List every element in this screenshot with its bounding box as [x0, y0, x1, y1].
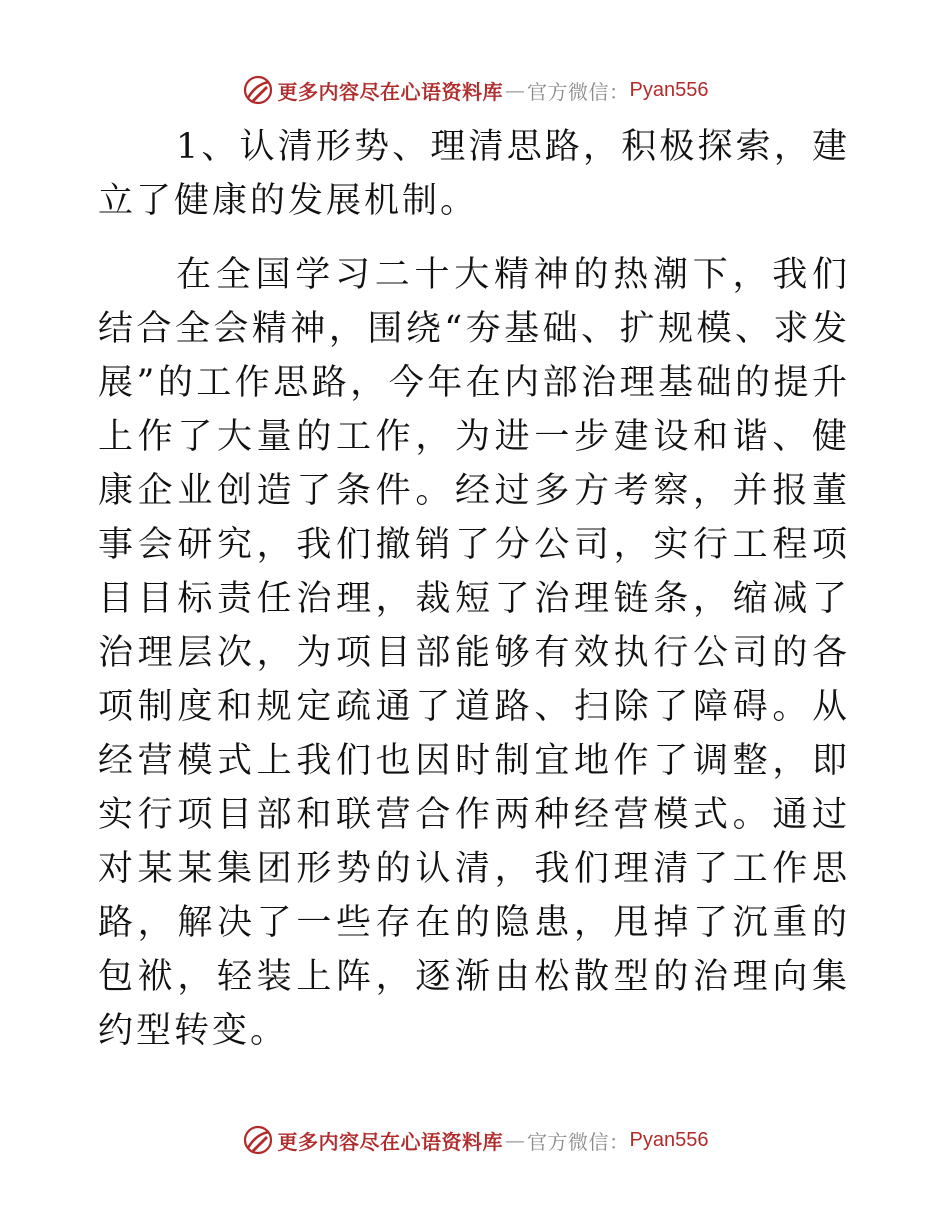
header-banner [0, 70, 950, 110]
footer-banner [0, 1120, 950, 1160]
banner-dash: — [505, 78, 526, 102]
pen-logo-icon [242, 74, 274, 106]
paragraph-body: 在全国学习二十大精神的热潮下，我们结合全会精神，围绕“夯基础、扩规模、求发展”的工作思路，今年在内部治理基础的提升上作了大量的工作，为进一步建设和谐、健康企业创造了条件。经过多方考察，并报董事会研究，我们撤销了分公司，实行工程项目目标责任治理，裁短了治理链条，缩减了治理层次，为项目部能够有效执行公司的各项制度和规定疏通了道路、扫除了障碍。从经营模式上我们也因时制宜地作了调整，即实行项目部和联营合作两种经营模式。通过对某某集团形势的认清，我们理清了工作思路，解决了一些存在的隐患，甩掉了沉重的包袱，轻装上阵，逐渐由松散型的治理向集约型转变。 [98, 255, 850, 1051]
banner-main-text: 更多内容尽在心语资料库 [277, 1129, 504, 1154]
banner-wechat-label: 官方微信： [527, 1129, 630, 1154]
banner-main-text: 更多内容尽在心语资料库 [277, 79, 504, 104]
pen-logo-icon [242, 1124, 274, 1156]
banner-dash: — [505, 1128, 526, 1152]
banner-wechat-id: Pyan556 [629, 1128, 709, 1151]
paragraph-heading: 1、认清形势、理清思路，积极探索，建立了健康的发展机制。 [98, 127, 850, 221]
banner-wechat-label: 官方微信： [527, 79, 630, 104]
document-body [98, 120, 850, 1058]
banner-wechat-id: Pyan556 [629, 78, 709, 101]
